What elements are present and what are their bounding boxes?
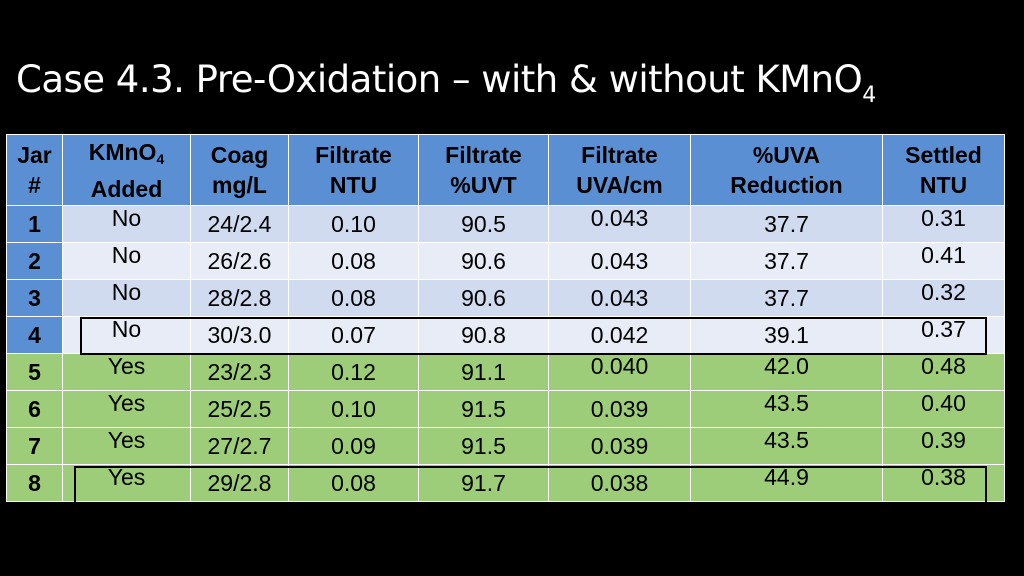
table-row xyxy=(7,428,1005,465)
cell-uva-reduction: 42.0 xyxy=(691,354,883,391)
header-filtrate-ntu: Filtrate NTU xyxy=(289,135,419,206)
cell-jar: 2 xyxy=(7,243,63,280)
cell-filtrate-uvt: 91.5 xyxy=(419,428,549,465)
cell-filtrate-ntu: 0.10 xyxy=(289,391,419,428)
cell-filtrate-ntu: 0.08 xyxy=(289,243,419,280)
cell-kmno4-added: No xyxy=(63,317,191,354)
cell-kmno4-added: Yes xyxy=(63,428,191,465)
header-uva-reduction: %UVA Reduction xyxy=(691,135,883,206)
cell-filtrate-uvt: 90.6 xyxy=(419,243,549,280)
cell-uva-reduction: 44.9 xyxy=(691,465,883,502)
cell-filtrate-uvt: 91.5 xyxy=(419,391,549,428)
cell-filtrate-uva: 0.043 xyxy=(549,206,691,243)
cell-coag: 26/2.6 xyxy=(191,243,289,280)
cell-kmno4-added: Yes xyxy=(63,354,191,391)
cell-filtrate-uva: 0.042 xyxy=(549,317,691,354)
cell-filtrate-uvt: 90.8 xyxy=(419,317,549,354)
cell-kmno4-added: Yes xyxy=(63,465,191,502)
header-settled-ntu: Settled NTU xyxy=(883,135,1005,206)
cell-settled-ntu: 0.32 xyxy=(883,280,1005,317)
cell-filtrate-uva: 0.039 xyxy=(549,391,691,428)
cell-settled-ntu: 0.31 xyxy=(883,206,1005,243)
cell-filtrate-ntu: 0.09 xyxy=(289,428,419,465)
cell-jar: 6 xyxy=(7,391,63,428)
table-row xyxy=(7,317,1005,354)
cell-settled-ntu: 0.38 xyxy=(883,465,1005,502)
cell-filtrate-uva: 0.043 xyxy=(549,280,691,317)
header-filtrate-uva: Filtrate UVA/cm xyxy=(549,135,691,206)
cell-coag: 24/2.4 xyxy=(191,206,289,243)
cell-kmno4-added: No xyxy=(63,280,191,317)
cell-jar: 4 xyxy=(7,317,63,354)
cell-filtrate-uva: 0.043 xyxy=(549,243,691,280)
cell-uva-reduction: 39.1 xyxy=(691,317,883,354)
cell-filtrate-uvt: 91.7 xyxy=(419,465,549,502)
cell-uva-reduction: 37.7 xyxy=(691,206,883,243)
cell-uva-reduction: 37.7 xyxy=(691,243,883,280)
header-filtrate-uvt: Filtrate %UVT xyxy=(419,135,549,206)
cell-filtrate-uvt: 90.5 xyxy=(419,206,549,243)
cell-coag: 30/3.0 xyxy=(191,317,289,354)
cell-coag: 23/2.3 xyxy=(191,354,289,391)
cell-kmno4-added: Yes xyxy=(63,391,191,428)
cell-filtrate-uvt: 90.6 xyxy=(419,280,549,317)
table-row xyxy=(7,465,1005,502)
cell-settled-ntu: 0.41 xyxy=(883,243,1005,280)
header-jar: Jar # xyxy=(7,135,63,206)
header-row xyxy=(7,135,1005,206)
cell-settled-ntu: 0.48 xyxy=(883,354,1005,391)
cell-filtrate-uvt: 91.1 xyxy=(419,354,549,391)
cell-coag: 29/2.8 xyxy=(191,465,289,502)
jar-test-table xyxy=(6,134,1005,502)
cell-jar: 1 xyxy=(7,206,63,243)
cell-filtrate-ntu: 0.10 xyxy=(289,206,419,243)
cell-coag: 27/2.7 xyxy=(191,428,289,465)
cell-filtrate-ntu: 0.08 xyxy=(289,465,419,502)
cell-filtrate-uva: 0.040 xyxy=(549,354,691,391)
cell-settled-ntu: 0.37 xyxy=(883,317,1005,354)
table-row xyxy=(7,243,1005,280)
cell-filtrate-ntu: 0.07 xyxy=(289,317,419,354)
cell-kmno4-added: No xyxy=(63,206,191,243)
table-row xyxy=(7,354,1005,391)
table-row xyxy=(7,280,1005,317)
cell-filtrate-ntu: 0.08 xyxy=(289,280,419,317)
cell-filtrate-uva: 0.039 xyxy=(549,428,691,465)
cell-uva-reduction: 37.7 xyxy=(691,280,883,317)
cell-filtrate-ntu: 0.12 xyxy=(289,354,419,391)
cell-coag: 28/2.8 xyxy=(191,280,289,317)
cell-uva-reduction: 43.5 xyxy=(691,428,883,465)
cell-kmno4-added: No xyxy=(63,243,191,280)
cell-settled-ntu: 0.40 xyxy=(883,391,1005,428)
cell-coag: 25/2.5 xyxy=(191,391,289,428)
header-coag: Coag mg/L xyxy=(191,135,289,206)
cell-uva-reduction: 43.5 xyxy=(691,391,883,428)
cell-jar: 5 xyxy=(7,354,63,391)
cell-settled-ntu: 0.39 xyxy=(883,428,1005,465)
table-row xyxy=(7,206,1005,243)
cell-jar: 7 xyxy=(7,428,63,465)
cell-jar: 3 xyxy=(7,280,63,317)
table-row xyxy=(7,391,1005,428)
cell-jar: 8 xyxy=(7,465,63,502)
slide-title: Case 4.3. Pre-Oxidation – with & without KMnO$_4$ xyxy=(16,58,876,108)
header-kmno4-added: KMnO$_4$ Added xyxy=(63,135,191,206)
cell-filtrate-uva: 0.038 xyxy=(549,465,691,502)
